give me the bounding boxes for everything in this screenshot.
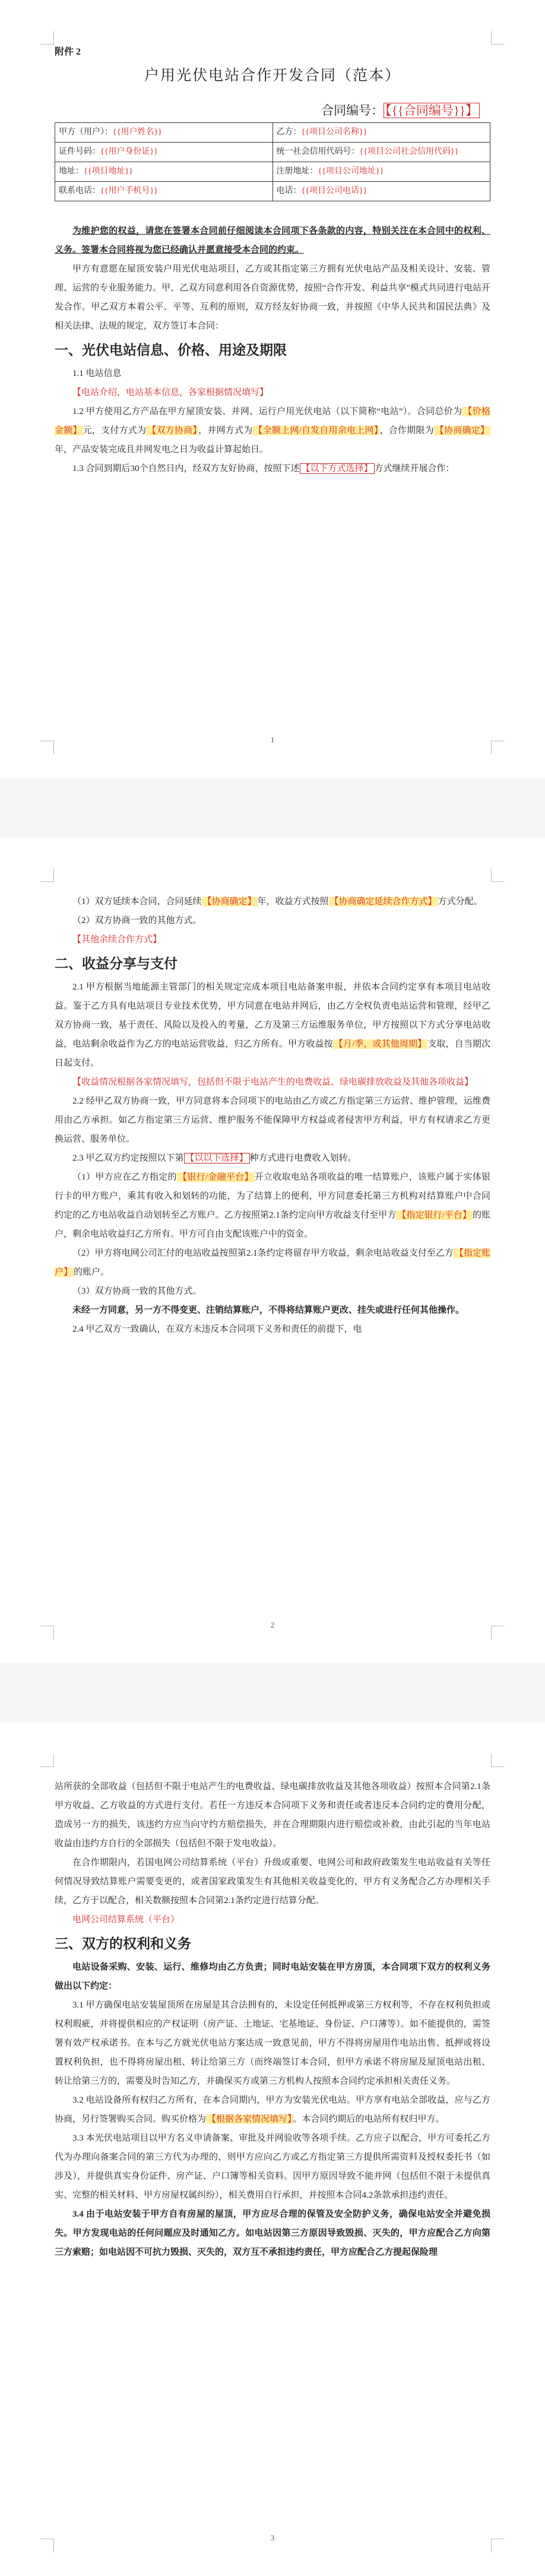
address-b-label: 注册地址： — [276, 167, 318, 176]
table-row — [55, 123, 490, 143]
clause-2-5: 在合作期限内，若国电网公司结算系统（平台）升级或重要、电网公司和政府政策发生电站收益有关等任何情况导致结算账户需要变更的，或者国家政策发生有其他相关收益变化的，甲方有义务配合乙方办理相关手续，乙方于以配合，相关数额按照本合同第2.1条约定进行结算分配。 — [55, 1858, 490, 1905]
clause-2-3-1: （1）甲方应在乙方指定的 【银行/金融平台】 开立收取电站各项收益的唯一结算账户，该账户属于实体银行卡的甲方账户，乘其有收入和划转的功能，为了结算上的便利，甲方同意委托第三方机构对结算账户中合同约定的乙方电站收益自动划转至乙方账户。乙方按照第2.1条约定向甲方收益支付至甲方 【指定银行/平台】 的账户，剩余电站收益归乙方所有。甲方可自由支配该账户中的资金。 — [55, 1172, 490, 1239]
contact-a-value: {{用户手机号}} — [100, 187, 158, 195]
address-b-cell — [272, 162, 490, 182]
parties-table — [55, 122, 490, 201]
page-2 — [0, 837, 545, 1663]
page-corner-mark — [40, 1753, 54, 1767]
option-1: （1）双方延续本合同，合同延续 【协商确定】 年，收益方式按照 【协商确定延续合作方式】 方式分配。 — [72, 897, 483, 906]
term-placeholder: 【协商确定】 — [435, 426, 489, 435]
section-3-intro: 电站设备采购、安装、运行、维修均由乙方负责；同时电站安装在甲方房顶，本合同项下双方的权利义务做出以下约定： — [55, 1962, 490, 1991]
page-corner-mark — [40, 31, 54, 45]
grid-mode-placeholder: 【全额上网/自发自用余电上网】 — [254, 426, 379, 435]
party-b-value: {{项目公司名称}} — [301, 128, 367, 137]
clause-2-4-continued: 站所获的全部收益（包括但不限于电站产生的电费收益、绿电碳排放收益及其他各项收益）按照本合同第2.1条甲方收益、乙方收益的方式进行支付。若任一方违反本合同项下义务和责任或者违反本合同约定的费用分配，造成另一方的损失，该违约方应当向守约方赔偿损失，并在合理期限内进行赔偿或补救，由此引起的当年电站收益由违约方自行的全部损失（包括但不限于发电收益）。 — [55, 1782, 490, 1848]
clause-2-3: 2.3 甲乙双方约定按照以下第 【以以下选择】 种方式进行电费收入划转。 — [72, 1153, 357, 1163]
address-b-value: {{项目公司地址}} — [318, 167, 384, 176]
annex-label: 附件 2 — [55, 47, 81, 57]
page-number: 1 — [270, 735, 275, 744]
clause-1-1: 1.1 电站信息 — [72, 369, 122, 378]
table-row — [55, 143, 490, 162]
intro-paragraph: 甲方有意愿在屋顶安装户用光伏电站项目，乙方或其指定第三方拥有光伏电站产品及相关设计、安装、管理、运营的专业服务能力。甲、乙双方同意利用各自资源优势，按照“合作开发、利益共享”模式共同进行电站开发合作。甲乙双方本着公平、平等、互利的原则，双方经友好协商一致，并按照《中华人民共和国民法典》及相关法律、法规的规定，双方签订本合同： — [55, 264, 490, 331]
designated-account-placeholder: 【指定账户】 — [55, 1249, 490, 1277]
clause-2-4: 2.4 甲乙双方一致确认，在双方未违反本合同项下义务和责任的前提下，电 — [72, 1325, 362, 1334]
page-number: 3 — [270, 2533, 275, 2542]
renewal-term-placeholder: 【协商确定】 — [202, 897, 256, 906]
id-label: 证件号码： — [59, 147, 100, 156]
credit-value: {{项目公司社会信用代码}} — [359, 147, 459, 156]
clause-3-4: 3.4 由于电站安装于甲方自有房屋的屋顶，甲方应尽合理的保管及安全防护义务，确保电站安全并避免损失。甲方发现电站的任何问题应及时通知乙方。如电站因第三方原因导致毁损、灭失的，甲方应配合乙方向第三方索赔；如电站因不可抗力毁损、灭失的，双方互不承担违约责任，甲方应配合乙方提起保险理 — [55, 2210, 490, 2257]
contact-a-label: 联系电话： — [59, 187, 100, 195]
clause-3-3: 3.3 本光伏电站项目以甲方名义申请备案、审批及并网验收等各项手续。乙方应子以配合，甲方可委托乙方代为办理向备案合同的第三方代为办理的，则甲方应向乙方或乙方指定第三方提供所需资料及授权委托书（如涉及），并提供真实身份证件、房产证、户口簿等相关资料。因甲方原因导致不能并网（包括但不限于未提供真实、完整的相关材料、甲方房屋权属纠纷），相关费用自行承担，并按照本合同4.2条款承担违约责任。 — [55, 2134, 490, 2200]
page-3-content — [55, 1765, 490, 2262]
table-row — [55, 182, 490, 201]
contract-number-label: 合同编号： — [321, 103, 384, 118]
settlement-platform-label: 电网公司结算系统（平台） — [72, 1915, 180, 1924]
clause-2-3-3: （3）双方协商一致的其他方式。 — [72, 1287, 202, 1296]
period-placeholder: 【月/季，或其他周期】 — [334, 1039, 427, 1049]
clause-3-2: 3.2 电站设备所有权归乙方所有，在本合同期内，甲方为安装光伏电站。甲方享有电站全部收益，应与乙方协商，另行签署购买合同。购买价格为 【根据各家情况填写】 。本合同约期后的电站所有权归甲方。 — [55, 2095, 490, 2124]
account-restriction-note: 未经一方同意，另一方不得变更、注销结算账户，不得将结算账户更改、挂失或进行任何其他操作。 — [72, 1306, 465, 1315]
page-3 — [0, 1722, 545, 2576]
renewal-mode-placeholder: 【协商确定延续合作方式】 — [329, 897, 437, 906]
page-1 — [0, 0, 545, 778]
page-corner-mark — [491, 1753, 505, 1767]
party-a-label: 甲方（用户）： — [59, 128, 113, 137]
id-value: {{用户身份证}} — [100, 147, 158, 156]
transfer-option-placeholder: 【以以下选择】 — [184, 1153, 250, 1164]
clause-3-1: 3.1 甲方确保电站安装屋顶所在房屋是其合法拥有的，未设定任何抵押或第三方权利等，不存在权利负担或权利瑕疵，并将提供相应的产权证明（房产证、土地证、宅基地证、身份证、户口薄等）。如不能提供的，需签署有效产权承诺书。在本与乙方就光伏电站方案达成一致意见前，甲方不得将房屋用作电站出售、抵押或将设置权利负担，也不得将房屋出租、转让给第三方（而终端签订本合同，但甲方承诺不将房屋及屋顶电站出租、转让给第三方的，需要及时告知乙方，并确保买方或第三方机构人按照本合同约定承担相关责任义务。 — [55, 2000, 490, 2086]
document-title: 户用光伏电站合作开发合同（范本） — [144, 68, 401, 84]
contract-number — [55, 101, 480, 120]
contact-a-cell — [55, 182, 273, 201]
party-b-cell — [272, 123, 490, 143]
clause-1-2: 1.2 甲方使用乙方产品在甲方屋顶安装、并网、运行户用光伏电站（以下简称“电站”）。合同总价为 【价格金额】 元，支付方式为 【双方协商】 ，并网方式为 【全额上网/自发自用余电上网】 ，合作期限为 【协商确定】年，产品安装完成且并网发电之日为收益计算起始日。 — [55, 407, 490, 454]
clause-1-3: 1.3 合同到期后30个自然日内，经双方友好协商，按照下述 【以下方式选择】 方式继续开展合作： — [72, 464, 455, 473]
contact-b-cell — [272, 182, 490, 201]
clause-2-3-2: （2）甲方将电网公司汇付的电站收益按照第2.1条约定将留存甲方收益，剩余电站收益支付至乙方 【指定账户】 的账户。 — [55, 1249, 490, 1277]
credit-cell — [272, 143, 490, 162]
address-a-value: {{项目地址}} — [84, 167, 133, 176]
section-1-heading: 一、光伏电站信息、价格、用途及期限 — [55, 342, 287, 358]
clause-2-2: 2.2 经甲乙双方协商一致，甲方同意将本合同项下的电站由乙方或乙方指定第三方运营、维护管理，运维费用由乙方承担。如乙方指定第三方运营、维护服务不能保障甲方权益或者侵害甲方利益，甲方有权请求乙方更换运营、服务单位。 — [55, 1096, 490, 1144]
purchase-price-placeholder: 【根据各家情况填写】 — [207, 2114, 292, 2124]
address-a-label: 地址： — [59, 167, 84, 176]
address-a-cell — [55, 162, 273, 182]
party-b-label: 乙方： — [276, 128, 302, 137]
clause-1-1-note: 【电站介绍，电站基本信息，各家根据情况填写】 — [72, 388, 269, 397]
account-placeholder: 【指定银行/平台】 — [397, 1210, 471, 1220]
bank-placeholder: 【银行/金融平台】 — [178, 1172, 254, 1182]
contract-number-value: 【{{合同编号}}】 — [384, 103, 480, 118]
party-a-value: {{用户姓名}} — [113, 128, 162, 137]
clause-2-1-note: 【收益情况根据各家情况填写，包括但不限于电站产生的电费收益、绿电碳排放收益及其他各项收益】 — [72, 1077, 474, 1087]
contact-b-label: 电话： — [276, 187, 302, 195]
table-row — [55, 162, 490, 182]
price-placeholder: 【价格金额】 — [55, 407, 490, 435]
clause-2-1: 2.1 甲方根据当地能源主管部门的相关规定完成本项目电站备案申报，并依本合同约定享有本项目电站收益。鉴于乙方具有电站项目专业技术优势，甲方同意在电站并网后，由乙方全权负责电站运营和管理，经甲乙双方协商一致，基于责任、风险以及投入的考量，乙方及第三方运维服务单位，甲方按照以下方式分享电站收益，电站剩余收益作为乙方的电站运营收益，归乙方所有。甲方收益按 【月/季，或其他周期】 支取，自当期次日起支付。 — [55, 982, 490, 1068]
page-1-content — [55, 43, 490, 478]
page-corner-mark — [491, 31, 505, 45]
page-corner-mark — [40, 868, 54, 882]
option-3-note: 【其他余续合作方式】 — [72, 935, 162, 944]
page-2-content — [55, 880, 490, 1339]
credit-label: 统一社会信用代码号： — [276, 147, 360, 156]
section-3-heading: 三、双方的权利和义务 — [55, 1936, 191, 1951]
id-cell — [55, 143, 273, 162]
renewal-option-placeholder: 【以下方式选择】 — [300, 463, 375, 474]
notice-paragraph: 为维护您的权益，请您在签署本合同前仔细阅读本合同项下各条款的内容，特别关注在本合同中的权利、义务。签署本合同将视为您已经确认并愿意接受本合同的约束。 — [55, 226, 490, 255]
section-2-heading: 二、收益分享与支付 — [55, 956, 178, 971]
contact-b-value: {{项目公司电话}} — [301, 187, 367, 195]
page-corner-mark — [491, 868, 505, 882]
party-a-cell — [55, 123, 273, 143]
option-2: （2）双方协商一致的其他方式。 — [72, 916, 202, 925]
payment-placeholder: 【双方协商】 — [147, 426, 198, 435]
page-number: 2 — [270, 1620, 275, 1629]
